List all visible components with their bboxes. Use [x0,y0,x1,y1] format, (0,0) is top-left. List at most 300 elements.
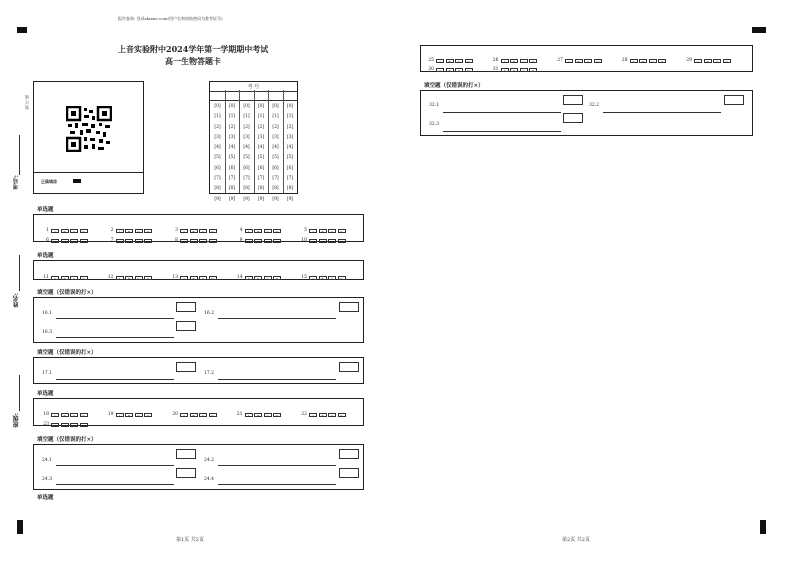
fill-label-17-1: 17.1 [42,371,53,376]
mc-question-12 [105,267,170,286]
option-bubble-d[interactable]: D [80,423,88,427]
option-bubble-c[interactable]: C [199,413,207,417]
digit-bubble[interactable]: [1] [272,114,279,120]
digit-bubble[interactable]: [6] [272,165,279,171]
digit-bubble[interactable]: [7] [286,176,294,182]
option-bubble-d[interactable]: D [338,413,346,417]
option-bubble-d[interactable]: D [209,229,217,233]
mc-question-30 [425,59,490,78]
digit-bubble[interactable]: [9] [228,196,236,202]
mc-question-7 [105,230,170,249]
digit-bubble[interactable]: [5] [286,155,294,161]
column-separator [254,90,255,193]
option-bubble-c[interactable]: C [520,59,528,63]
name-label: 姓名: [13,293,20,308]
option-bubble-c[interactable]: C [135,239,143,243]
mc-row [40,414,105,433]
digit-bubble[interactable]: [5] [214,155,221,161]
question-number: 2 [110,228,114,233]
fill-label-24-3: 24.3 [42,477,53,482]
column-separator [239,90,240,193]
section-title-mc3: 单选题 [37,391,54,397]
question-number: 5 [304,228,307,233]
option-bubble-b[interactable]: B [125,276,133,280]
question-number: 12 [107,275,114,280]
option-bubble-a[interactable]: A [565,59,573,63]
fill-example-mark [73,179,81,183]
option-bubble-d[interactable]: D [723,59,731,63]
option-bubble-c[interactable]: C [264,276,272,280]
digit-bubble[interactable]: [1] [257,114,265,120]
digit-bubble[interactable]: [0] [257,104,265,109]
option-bubble-c[interactable]: C [649,59,657,63]
option-bubble-d[interactable]: D [273,413,281,417]
option-bubble-c[interactable]: C [70,239,78,243]
fill-block-17 [33,357,364,384]
fill-label-24-1: 24.1 [42,458,53,463]
digit-bubble[interactable]: [5] [272,155,279,161]
fill-line[interactable] [56,465,174,466]
mc-row-items [40,230,363,249]
digit-bubble[interactable]: [6] [228,165,236,171]
question-number: 6 [46,238,49,243]
mc-question-14 [234,267,299,286]
mc-row-items [40,267,363,286]
digit-bubble[interactable]: [4] [286,145,294,151]
fill-line[interactable] [218,484,336,485]
option-bubble-d[interactable]: D [338,239,346,243]
option-bubble-c[interactable]: C [70,229,78,233]
option-bubble-a[interactable]: A [51,239,59,243]
option-bubble-b[interactable]: B [446,59,454,63]
option-bubble-a[interactable]: A [245,413,253,417]
option-bubble-c[interactable]: C [135,413,143,417]
digit-bubble[interactable]: [2] [257,124,265,130]
digit-bubble[interactable]: [8] [286,186,294,192]
question-number: 7 [110,238,114,243]
question-number: 28 [621,58,628,63]
question-number: 11 [43,275,49,280]
digit-bubble[interactable]: [0] [214,104,221,109]
question-number: 15 [301,275,307,280]
option-bubble-c[interactable]: C [135,276,143,280]
mc-block-1 [33,214,364,242]
option-bubble-b[interactable]: B [254,229,262,233]
digit-bubble[interactable]: [4] [243,145,250,151]
digit-bubble[interactable]: [3] [286,134,294,140]
option-bubble-d[interactable]: D [209,239,217,243]
option-bubble-b[interactable]: B [319,276,327,280]
mc-question-22 [298,404,363,423]
option-bubble-d[interactable]: D [465,68,473,72]
option-bubble-d[interactable]: D [338,229,346,233]
option-bubble-a[interactable]: A [501,59,509,63]
mc-question-29 [683,50,748,69]
digit-bubble[interactable]: [9] [257,196,265,202]
fill-line[interactable] [443,131,561,132]
option-bubble-b[interactable]: B [61,229,69,233]
option-bubble-a[interactable]: A [501,68,509,72]
option-bubble-c[interactable]: C [328,229,336,233]
digit-bubble[interactable]: [4] [214,145,221,151]
option-bubble-a[interactable]: A [51,413,59,417]
digit-bubble[interactable]: [3] [243,134,250,140]
question-number: 22 [301,412,307,417]
digit-bubble[interactable]: [0] [286,104,294,109]
mc-row [40,230,363,249]
fill-label-32-2: 32.2 [589,103,600,108]
option-bubble-b[interactable]: B [61,413,69,417]
column-separator [268,90,269,193]
question-number: 4 [239,228,243,233]
score-box[interactable] [176,468,196,478]
digit-bubble[interactable]: [9] [286,196,294,202]
option-bubble-a[interactable]: A [436,68,444,72]
section-title-fill17: 填空题（仅错误的打×） [37,350,97,356]
option-bubble-d[interactable]: D [144,413,152,417]
fill-block-16 [33,297,364,343]
question-number: 14 [236,275,243,280]
option-bubble-c[interactable]: C [70,413,78,417]
option-bubble-b[interactable]: B [125,413,133,417]
class-line [19,375,20,411]
digit-bubble[interactable]: [6] [243,165,250,171]
option-bubble-c[interactable]: C [264,239,272,243]
option-bubble-a[interactable]: A [694,59,702,63]
digit-bubble[interactable]: [0] [228,104,236,109]
option-bubble-c[interactable]: C [70,276,78,280]
score-box[interactable] [339,362,359,372]
option-bubble-c[interactable]: C [328,239,336,243]
digit-bubble[interactable]: [0] [243,104,250,109]
digit-bubble[interactable]: [8] [228,186,236,192]
digit-bubble[interactable]: [8] [272,186,279,192]
option-bubble-a[interactable]: A [180,276,188,280]
exam-no-line [19,135,20,175]
mc-row-items [425,59,554,78]
option-bubble-d[interactable]: D [80,229,88,233]
option-bubble-d[interactable]: D [465,59,473,63]
option-bubble-a[interactable]: A [309,413,317,417]
exam-number-column [284,102,297,205]
digit-bubble[interactable]: [2] [286,124,294,130]
question-number: 30 [428,67,434,72]
exam-number-column [269,102,282,205]
question-number: 18 [43,412,49,417]
mc-question-9 [234,230,299,249]
fill-line[interactable] [56,318,174,319]
exam-no-label: 考号: [13,175,20,190]
option-bubble-d[interactable]: D [144,276,152,280]
question-number: 19 [107,412,114,417]
score-box[interactable] [563,113,583,123]
mc-row [40,267,363,286]
fill-label-17-2: 17.2 [204,371,215,376]
digit-bubble[interactable]: [8] [214,186,221,192]
option-bubble-b[interactable]: B [319,239,327,243]
digit-bubble[interactable]: [7] [272,176,279,182]
digit-bubble[interactable]: [8] [243,186,250,192]
option-bubble-b[interactable]: B [319,229,327,233]
exam-number-column [211,102,224,205]
option-bubble-a[interactable]: A [245,276,253,280]
option-bubble-b[interactable]: B [190,239,198,243]
fill-label-16-3: 16.3 [42,330,53,335]
option-bubble-d[interactable]: D [80,239,88,243]
option-bubble-a[interactable]: A [116,229,124,233]
digit-bubble[interactable]: [7] [228,176,236,182]
score-box[interactable] [563,95,583,105]
fill-line[interactable] [56,484,174,485]
mc-question-28 [619,50,684,69]
option-bubble-d[interactable]: D [144,239,152,243]
digit-bubble[interactable]: [4] [272,145,279,151]
question-number: 23 [43,422,49,427]
option-bubble-a[interactable]: A [51,423,59,427]
digit-bubble[interactable]: [2] [272,124,279,130]
page-footer-2: 第2页 共2页 [562,537,590,543]
digit-bubble[interactable]: [1] [243,114,250,120]
fill-line[interactable] [56,379,174,380]
digit-bubble[interactable]: [1] [286,114,294,120]
option-bubble-c[interactable]: C [264,229,272,233]
option-bubble-b[interactable]: B [446,68,454,72]
option-bubble-c[interactable]: C [199,229,207,233]
option-bubble-a[interactable]: A [116,276,124,280]
fill-line[interactable] [218,379,336,380]
option-bubble-b[interactable]: B [510,59,518,63]
digit-bubble[interactable]: [6] [214,165,221,171]
fill-line[interactable] [218,465,336,466]
option-bubble-c[interactable]: C [264,413,272,417]
page-subtitle: 高一生物答题卡 [165,56,221,66]
option-bubble-c[interactable]: C [584,59,592,63]
fill-line[interactable] [218,318,336,319]
fill-line[interactable] [56,337,174,338]
registration-mark [17,520,23,534]
option-bubble-d[interactable]: D [658,59,666,63]
page-footer-1: 第1页 共2页 [176,537,204,543]
digit-bubble[interactable]: [4] [257,145,265,151]
digit-bubble[interactable]: [2] [214,124,221,130]
fill-label-24-4: 24.4 [204,477,215,482]
option-bubble-d[interactable]: D [144,229,152,233]
digit-bubble[interactable]: [7] [257,176,265,182]
option-bubble-a[interactable]: A [180,413,188,417]
option-bubble-d[interactable]: D [529,59,537,63]
binding-line-text: 装 订 线 [24,95,29,110]
digit-bubble[interactable]: [0] [272,104,279,109]
option-bubble-b[interactable]: B [319,413,327,417]
fill-block-24 [33,444,364,490]
option-bubble-b[interactable]: B [190,229,198,233]
column-separator [225,90,226,193]
digit-bubble[interactable]: [3] [228,134,236,140]
option-bubble-c[interactable]: C [328,276,336,280]
option-bubble-a[interactable]: A [309,276,317,280]
mc-block-2 [33,260,364,280]
option-bubble-a[interactable]: A [116,239,124,243]
digit-bubble[interactable]: [2] [228,124,236,130]
option-bubble-d[interactable]: D [80,276,88,280]
exam-number-column [255,102,268,205]
option-bubble-c[interactable]: C [328,413,336,417]
option-bubble-c[interactable]: C [455,68,463,72]
score-box[interactable] [176,449,196,459]
option-bubble-a[interactable]: A [116,413,124,417]
option-bubble-d[interactable]: D [209,276,217,280]
name-line [19,255,20,291]
option-bubble-c[interactable]: C [455,59,463,63]
option-bubble-b[interactable]: B [704,59,712,63]
option-bubble-d[interactable]: D [80,413,88,417]
question-number: 20 [172,412,178,417]
digit-bubble[interactable]: [9] [272,196,279,202]
mc-question-19 [105,404,170,423]
digit-bubble[interactable]: [1] [228,114,236,120]
option-bubble-a[interactable]: A [180,239,188,243]
fill-label-16-1: 16.1 [42,311,53,316]
score-box[interactable] [176,321,196,331]
option-bubble-b[interactable]: B [125,239,133,243]
mc-question-11 [40,267,105,286]
digit-bubble[interactable]: [6] [286,165,294,171]
question-number: 21 [236,412,243,417]
score-box[interactable] [339,449,359,459]
question-number: 1 [46,228,49,233]
fill-block-32 [420,90,753,136]
fill-example-label: 正确填涂 [41,179,57,184]
option-bubble-a[interactable]: A [309,239,317,243]
fill-label-32-1: 32.1 [429,103,440,108]
digit-bubble[interactable]: [6] [257,165,265,171]
option-bubble-d[interactable]: D [273,229,281,233]
option-bubble-b[interactable]: B [61,276,69,280]
question-number: 26 [492,58,499,63]
digit-bubble[interactable]: [7] [214,176,221,182]
fill-label-32-3: 32.3 [429,122,440,127]
digit-bubble[interactable]: [9] [243,196,250,202]
option-bubble-b[interactable]: B [254,276,262,280]
question-number: 25 [428,58,434,63]
mc-row [425,59,554,78]
option-bubble-b[interactable]: B [190,413,198,417]
option-bubble-b[interactable]: B [61,423,69,427]
class-label: 班级: [13,413,20,428]
digit-bubble[interactable]: [5] [243,155,250,161]
fill-label-24-2: 24.2 [204,458,215,463]
option-bubble-d[interactable]: D [338,276,346,280]
mc-block-4 [420,45,753,72]
page-title: 上音实验附中2024学年第一学期期中考试 [118,44,269,54]
mc-row-items [40,414,105,433]
digit-bubble[interactable]: [3] [257,134,265,140]
option-bubble-b[interactable]: B [639,59,647,63]
question-number: 8 [175,238,178,243]
digit-bubble[interactable]: [2] [243,124,250,130]
option-bubble-d[interactable]: D [273,239,281,243]
option-bubble-b[interactable]: B [125,229,133,233]
option-bubble-c[interactable]: C [520,68,528,72]
question-number: 9 [239,238,243,243]
option-bubble-c[interactable]: C [199,276,207,280]
option-bubble-d[interactable]: D [273,276,281,280]
digit-bubble[interactable]: [3] [214,134,221,140]
mc-question-6 [40,230,105,249]
fill-line[interactable] [603,112,721,113]
mc-question-13 [169,267,234,286]
digit-bubble[interactable]: [8] [257,186,265,192]
option-bubble-d[interactable]: D [594,59,602,63]
option-bubble-d[interactable]: D [529,68,537,72]
fill-line[interactable] [443,112,561,113]
option-bubble-a[interactable]: A [51,276,59,280]
fill-label-16-2: 16.2 [204,311,215,316]
digit-bubble[interactable]: [1] [214,114,221,120]
registration-mark [752,27,766,33]
option-bubble-b[interactable]: B [190,276,198,280]
option-bubble-b[interactable]: B [575,59,583,63]
mc-question-31 [490,59,555,78]
mc-block-3 [33,398,364,426]
score-box[interactable] [176,362,196,372]
digit-bubble[interactable]: [3] [272,134,279,140]
digit-bubble[interactable]: [4] [228,145,236,151]
option-bubble-b[interactable]: B [510,68,518,72]
score-box[interactable] [724,95,744,105]
score-box[interactable] [339,468,359,478]
mc-question-27 [554,50,619,69]
option-bubble-c[interactable]: C [199,239,207,243]
digit-bubble[interactable]: [5] [257,155,265,161]
option-bubble-a[interactable]: A [436,59,444,63]
registration-mark [17,27,27,33]
question-number: 31 [492,67,499,72]
score-box[interactable] [339,302,359,312]
option-bubble-a[interactable]: A [630,59,638,63]
option-bubble-a[interactable]: A [51,229,59,233]
mc-question-15 [298,267,363,286]
divider [34,172,143,173]
option-bubble-a[interactable]: A [245,229,253,233]
mc-question-23 [40,414,105,433]
digit-bubble[interactable]: [9] [214,196,221,202]
question-number: 29 [686,58,692,63]
option-bubble-c[interactable]: C [713,59,721,63]
section-title-fill16: 填空题（仅错误的打×） [37,290,97,296]
mc-question-8 [169,230,234,249]
option-bubble-a[interactable]: A [180,229,188,233]
option-bubble-a[interactable]: A [245,239,253,243]
option-bubble-b[interactable]: B [254,239,262,243]
barcode-area [33,81,144,194]
section-title-fill24: 填空题（仅错误的打×） [37,437,97,443]
section-title-mc2: 单选题 [37,253,54,259]
score-box[interactable] [176,302,196,312]
digit-bubble[interactable]: [7] [243,176,250,182]
option-bubble-d[interactable]: D [209,413,217,417]
option-bubble-c[interactable]: C [70,423,78,427]
qr-code [66,106,112,152]
digit-bubble[interactable]: [5] [228,155,236,161]
option-bubble-b[interactable]: B [61,239,69,243]
option-bubble-b[interactable]: B [254,413,262,417]
option-bubble-a[interactable]: A [309,229,317,233]
option-bubble-c[interactable]: C [135,229,143,233]
section-title-fill32: 填空题（仅错误的打×） [424,83,484,89]
question-number: 27 [557,58,563,63]
question-number: 13 [172,275,178,280]
